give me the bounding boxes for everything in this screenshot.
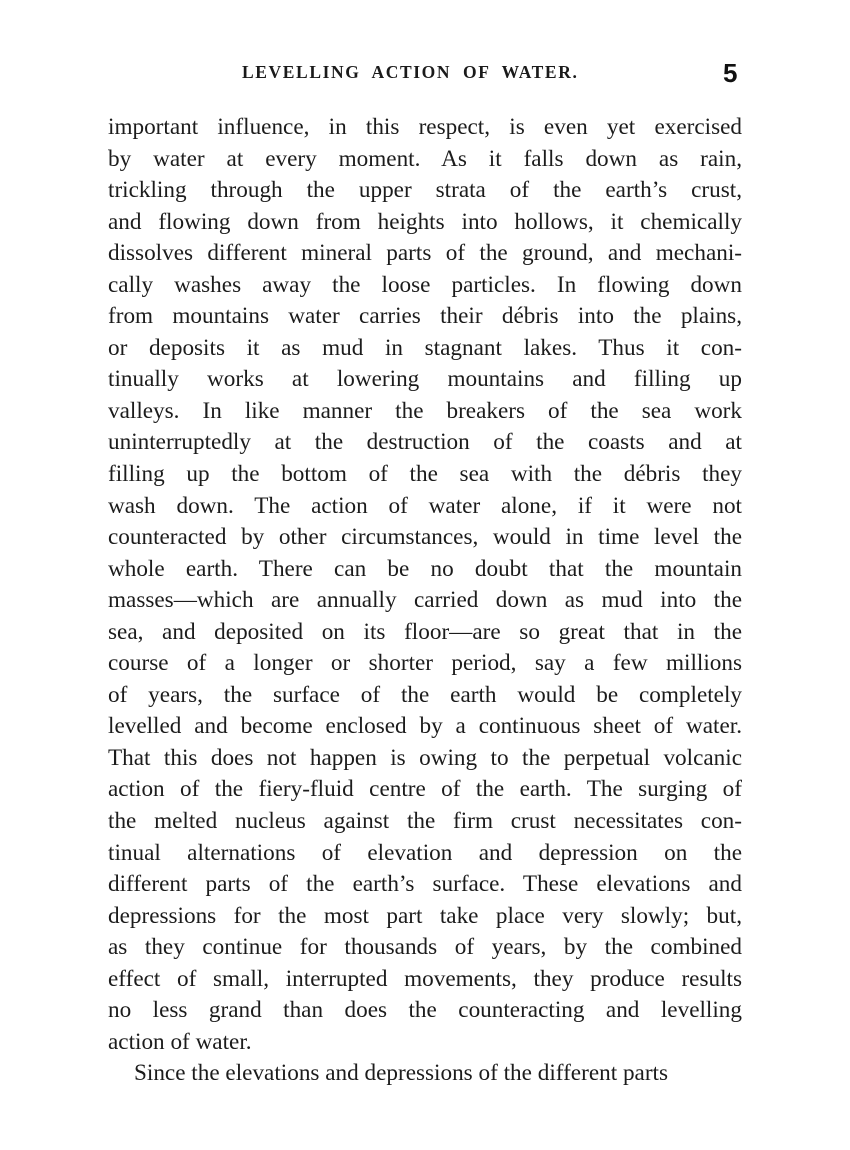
text-line: filling up the bottom of the sea with the débris they <box>108 461 742 488</box>
text-line: levelled and become enclosed by a continuous sheet of water. <box>108 713 742 740</box>
running-head <box>0 58 850 88</box>
text-line: different parts of the earth’s surface. These elevations and <box>108 871 742 898</box>
text-line: cally washes away the loose particles. In flowing down <box>108 271 742 298</box>
paragraph-start-line: Since the elevations and depressions of the different parts <box>134 1060 669 1087</box>
text-line: That this does not happen is owing to the perpetual volcanic <box>108 744 742 771</box>
text-line: course of a longer or shorter period, say a few millions <box>108 650 742 677</box>
page-number: 5 <box>723 58 738 88</box>
text-line: dissolves different mineral parts of the ground, and mechani- <box>108 240 742 267</box>
body-text <box>108 112 742 1090</box>
text-line: trickling through the upper strata of the earth’s crust, <box>108 177 742 204</box>
text-line: as they continue for thousands of years, by the combined <box>108 934 742 961</box>
paragraph-end-line: action of water. <box>108 1028 252 1055</box>
text-line: and flowing down from heights into hollows, it chemically <box>108 208 742 235</box>
chapter-running-title: LEVELLING ACTION OF WATER. <box>242 62 579 82</box>
text-line: action of the fiery-fluid centre of the earth. The surging of <box>108 776 742 803</box>
text-line: the melted nucleus against the firm crust necessitates con- <box>108 808 742 835</box>
text-line: effect of small, interrupted movements, they produce results <box>108 965 742 992</box>
text-line: important influence, in this respect, is even yet exercised <box>108 114 742 140</box>
text-line: tinual alternations of elevation and depression on the <box>108 839 742 866</box>
text-line: by water at every moment. As it falls down as rain, <box>108 145 742 172</box>
text-line: from mountains water carries their débris into the plains, <box>108 303 742 330</box>
text-line: valleys. In like manner the breakers of the sea work <box>108 397 742 424</box>
text-line: wash down. The action of water alone, if it were not <box>108 492 742 519</box>
text-line: depressions for the most part take place very slowly; but, <box>108 902 742 929</box>
text-line: uninterruptedly at the destruction of the coasts and at <box>108 429 742 456</box>
text-line: counteracted by other circumstances, would in time level the <box>108 524 742 551</box>
text-line: masses—which are annually carried down as mud into the <box>108 587 742 614</box>
text-line: whole earth. There can be no doubt that the mountain <box>108 555 742 582</box>
text-line: or deposits it as mud in stagnant lakes. Thus it con- <box>108 334 742 361</box>
text-line: of years, the surface of the earth would be completely <box>108 681 742 708</box>
text-line: sea, and deposited on its floor—are so great that in the <box>108 618 742 645</box>
text-line: tinually works at lowering mountains and filling up <box>108 366 742 393</box>
text-line: no less grand than does the counteracting and levelling <box>108 997 742 1024</box>
